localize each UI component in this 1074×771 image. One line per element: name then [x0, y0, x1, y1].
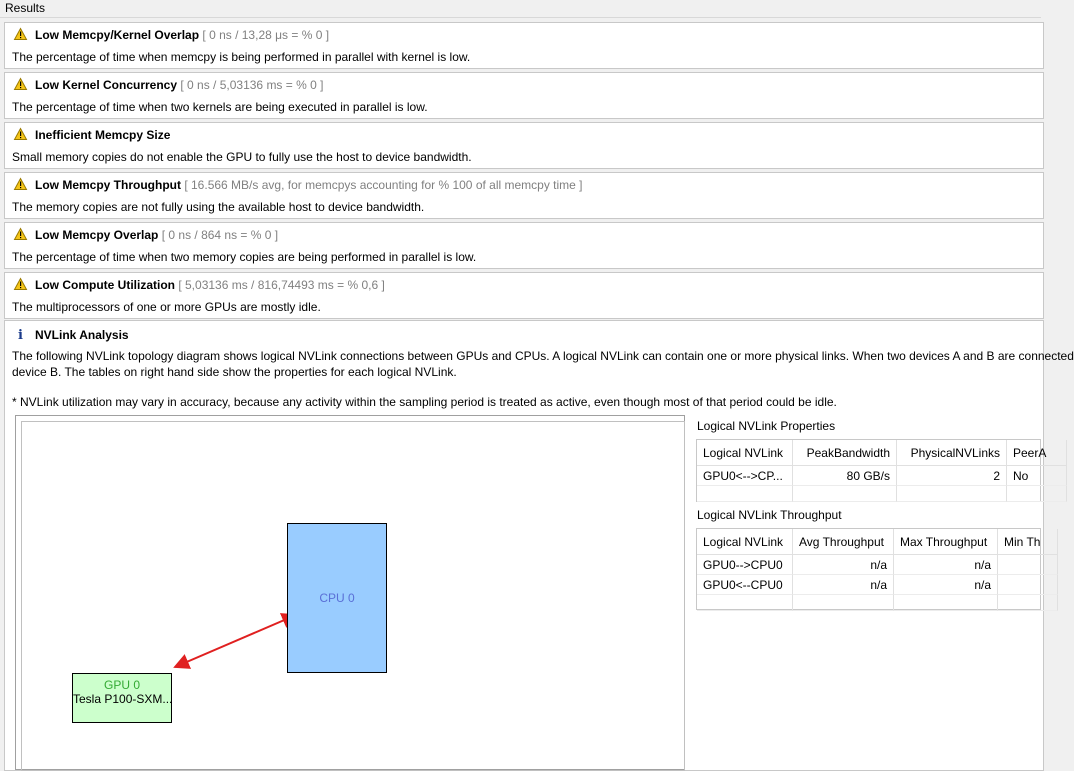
gpu-node-label: GPU 0: [103, 678, 140, 692]
table-cell: [894, 595, 998, 611]
issue-item[interactable]: [4, 72, 1044, 119]
nvlink-description-line1: The following NVLink topology diagram shows logical NVLink connections between GPUs and CPUs. A logical NVLink can contain one or more physical links. When two devices A and B are connected: [12, 349, 1074, 363]
table-cell: 2: [897, 466, 1007, 486]
issue-item[interactable]: [4, 172, 1044, 219]
table-row-empty: [697, 486, 1040, 502]
throughput-table-title: Logical NVLink Throughput: [697, 508, 842, 522]
table-cell: [697, 595, 793, 611]
issue-title: Inefficient Memcpy Size: [35, 128, 171, 142]
table-cell: [998, 595, 1058, 611]
table-row[interactable]: [697, 575, 1040, 595]
table-cell: No: [1007, 466, 1067, 486]
issue-title: Low Compute Utilization: [35, 278, 175, 292]
issue-detail: [ 16.566 MB/s avg, for memcpys accounting for % 100 of all memcpy time ]: [184, 178, 583, 192]
table-cell: [697, 486, 793, 502]
warning-icon: [14, 278, 27, 290]
issue-detail: [ 0 ns / 864 ns = % 0 ]: [161, 228, 279, 242]
warning-icon: [14, 78, 27, 90]
table-cell: GPU0<-->CP...: [697, 466, 793, 486]
issue-title: Low Memcpy/Kernel Overlap: [35, 28, 200, 42]
column-header[interactable]: PeerA: [1007, 440, 1067, 466]
table-cell: n/a: [793, 575, 894, 595]
issue-detail: [ 0 ns / 5,03136 ms = % 0 ]: [180, 78, 324, 92]
issue-description: The percentage of time when two kernels are being executed in parallel is low.: [12, 100, 428, 114]
issue-detail: [ 0 ns / 13,28 μs = % 0 ]: [202, 28, 330, 42]
column-header[interactable]: Min Th: [998, 529, 1058, 555]
issue-item[interactable]: [4, 22, 1044, 69]
column-header[interactable]: Avg Throughput: [793, 529, 894, 555]
issue-title: Low Memcpy Throughput: [35, 178, 181, 192]
issue-description: The percentage of time when memcpy is being performed in parallel with kernel is low.: [12, 50, 471, 64]
column-header[interactable]: Logical NVLink: [697, 529, 793, 555]
gpu-node-model: Tesla P100-SXM...: [73, 692, 173, 706]
issue-title: Low Memcpy Overlap: [35, 228, 159, 242]
warning-icon: [14, 28, 27, 40]
table-cell: [793, 486, 897, 502]
nvlink-description-line2: device B. The tables on right hand side show the properties for each logical NVLink.: [12, 365, 457, 379]
nvlink-utilization-note: * NVLink utilization may vary in accuracy, because any activity within the sampling period is treated as active, even though most of that period could be idle.: [12, 395, 837, 409]
issue-title: Low Kernel Concurrency: [35, 78, 178, 92]
results-separator: [0, 17, 1041, 18]
throughput-table[interactable]: [696, 528, 1041, 610]
table-header-row: [697, 440, 1047, 466]
issue-description: The memory copies are not fully using the available host to device bandwidth.: [12, 200, 425, 214]
column-header[interactable]: PeakBandwidth: [793, 440, 897, 466]
gpu-node[interactable]: [72, 673, 172, 723]
table-cell: [998, 575, 1058, 595]
issue-detail: [ 5,03136 ms / 816,74493 ms = % 0,6 ]: [178, 278, 385, 292]
table-cell: n/a: [894, 575, 998, 595]
table-cell: [1007, 486, 1067, 502]
table-row-empty: [697, 595, 1040, 611]
warning-icon: [14, 128, 27, 140]
table-cell: n/a: [894, 555, 998, 575]
issue-item[interactable]: [4, 222, 1044, 269]
nvlink-topology-diagram[interactable]: [15, 415, 685, 770]
column-header[interactable]: Max Throughput: [894, 529, 998, 555]
table-header-row: [697, 529, 1040, 555]
issue-description: The multiprocessors of one or more GPUs are mostly idle.: [12, 300, 321, 314]
table-cell: [897, 486, 1007, 502]
table-cell: 80 GB/s: [793, 466, 897, 486]
table-cell: n/a: [793, 555, 894, 575]
issue-item[interactable]: [4, 272, 1044, 319]
column-header[interactable]: Logical NVLink: [697, 440, 793, 466]
table-row[interactable]: [697, 466, 1040, 486]
properties-table[interactable]: [696, 439, 1047, 502]
table-cell: GPU0<--CPU0: [697, 575, 793, 595]
table-cell: [793, 595, 894, 611]
table-cell: [998, 555, 1058, 575]
table-row[interactable]: [697, 555, 1040, 575]
nvlink-title: NVLink Analysis: [35, 328, 129, 342]
warning-icon: [14, 228, 27, 240]
properties-table-title: Logical NVLink Properties: [697, 419, 836, 433]
info-icon: i: [18, 328, 23, 343]
issue-item[interactable]: [4, 122, 1044, 169]
cpu-node[interactable]: [287, 523, 387, 673]
table-cell: GPU0-->CPU0: [697, 555, 793, 575]
column-header[interactable]: PhysicalNVLinks: [897, 440, 1007, 466]
cpu-node-label: CPU 0: [319, 591, 355, 605]
issue-description: The percentage of time when two memory copies are being performed in parallel is low.: [12, 250, 477, 264]
results-tab-label[interactable]: Results: [5, 1, 46, 15]
issue-description: Small memory copies do not enable the GPU to fully use the host to device bandwidth.: [12, 150, 472, 164]
warning-icon: [14, 178, 27, 190]
